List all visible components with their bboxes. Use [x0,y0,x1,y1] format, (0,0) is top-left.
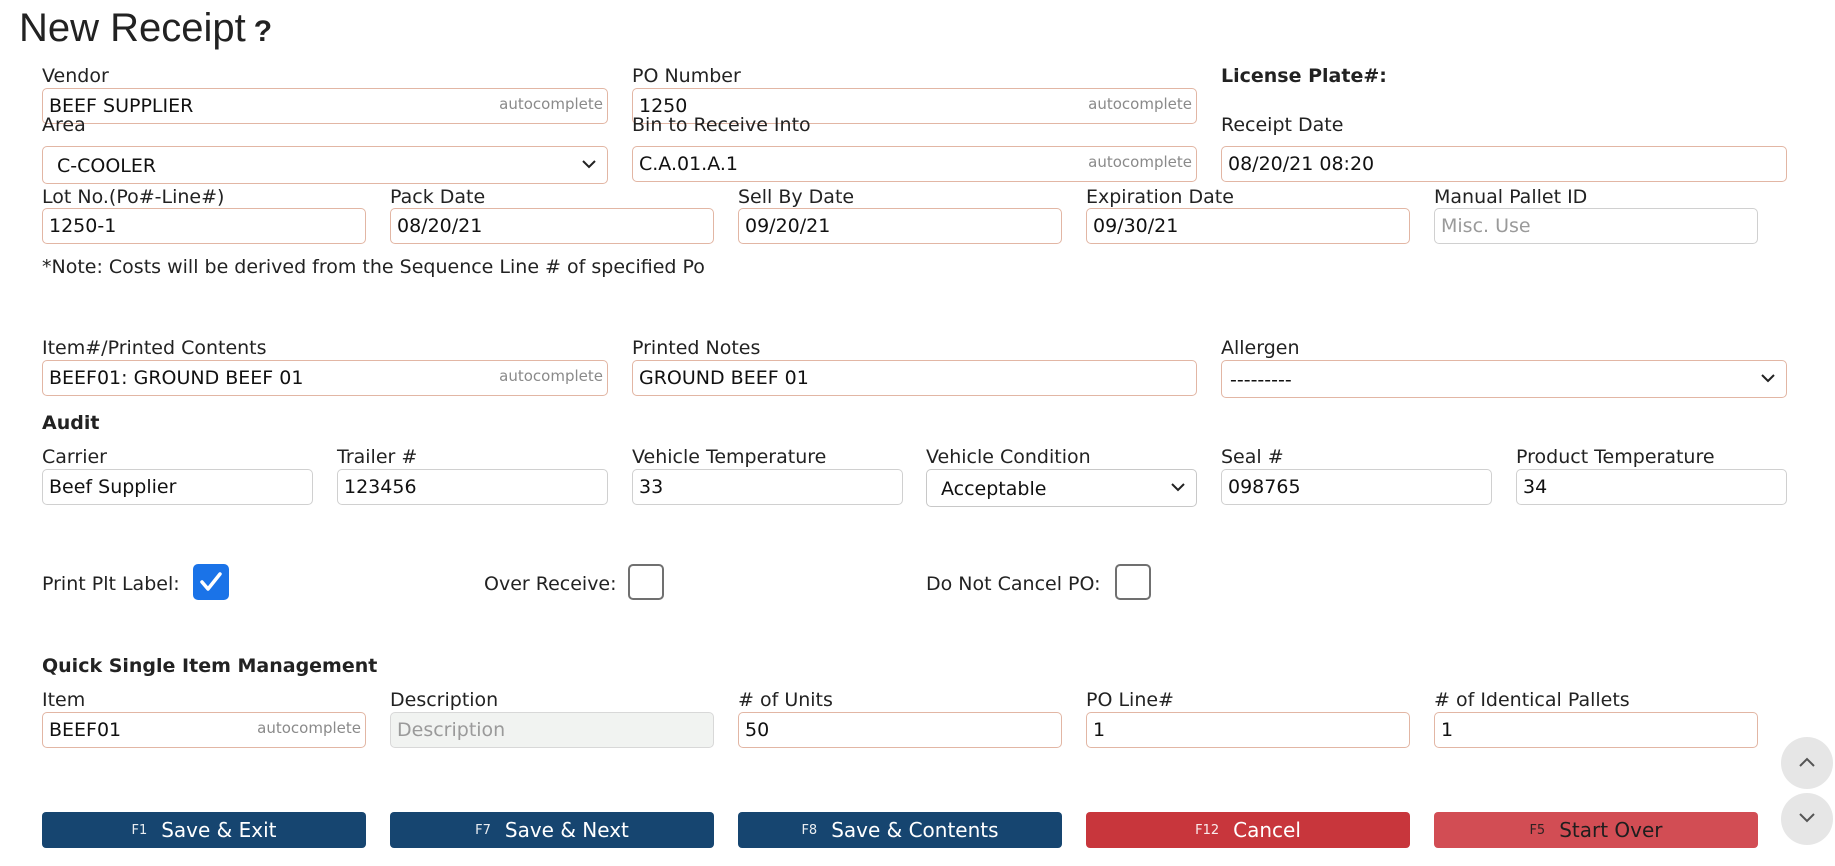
sell-by-input[interactable] [738,208,1062,244]
button-label: Start Over [1559,818,1663,842]
item-contents-label: Item#/Printed Contents [42,337,267,359]
vendor-value: BEEF SUPPLIER [49,95,194,117]
autocomplete-hint: autocomplete [257,719,361,737]
quick-description-label: Description [390,689,499,711]
autocomplete-hint: autocomplete [499,367,603,385]
quick-units-value: 50 [745,719,770,741]
receipt-date-value: 08/20/21 08:20 [1228,153,1375,175]
sell-by-label: Sell By Date [738,186,855,208]
help-icon[interactable]: ? [253,15,273,48]
printed-notes-label: Printed Notes [632,337,761,359]
sell-by-value: 09/20/21 [745,215,831,237]
chevron-down-icon [1760,372,1776,384]
seal-input[interactable] [1221,469,1492,505]
chevron-down-icon [1797,811,1817,825]
pack-date-value: 08/20/21 [397,215,483,237]
receipt-date-input[interactable] [1221,146,1787,182]
do-not-cancel-label: Do Not Cancel PO: [926,573,1101,595]
bin-value: C.A.01.A.1 [639,153,739,175]
quick-item-value: BEEF01 [49,719,122,741]
seal-label: Seal # [1221,446,1284,468]
start-over-button[interactable] [1434,812,1758,848]
item-contents-input[interactable] [42,360,608,396]
checkmark-icon [198,569,224,595]
button-label: Cancel [1233,818,1301,842]
vehicle-temp-input[interactable] [632,469,903,505]
license-plate-label: License Plate#: [1221,65,1387,87]
vehicle-condition-select[interactable] [926,469,1197,507]
expiration-input[interactable] [1086,208,1410,244]
area-value: C-COOLER [57,155,157,177]
save-next-button[interactable] [390,812,714,848]
vendor-label: Vendor [42,65,109,87]
scroll-up-button[interactable] [1781,737,1833,789]
print-plt-checkbox[interactable] [193,564,229,600]
key-hint: F1 [131,822,148,838]
page-title-text: New Receipt [19,6,246,50]
vehicle-condition-value: Acceptable [941,478,1047,500]
audit-heading: Audit [42,412,100,434]
po-number-value: 1250 [639,95,688,117]
po-number-label: PO Number [632,65,741,87]
page-title [19,6,272,51]
print-plt-label: Print Plt Label: [42,573,180,595]
do-not-cancel-checkbox[interactable] [1115,564,1151,600]
area-select[interactable] [42,146,608,184]
area-label: Area [42,114,86,136]
over-receive-label: Over Receive: [484,573,617,595]
manual-pallet-input[interactable] [1434,208,1758,244]
bin-label: Bin to Receive Into [632,114,811,136]
printed-notes-value: GROUND BEEF 01 [639,367,809,389]
product-temp-value: 34 [1523,476,1548,498]
quick-po-line-value: 1 [1093,719,1106,741]
lot-label: Lot No.(Po#-Line#) [42,186,225,208]
seal-value: 098765 [1228,476,1301,498]
key-hint: F7 [475,822,491,838]
bin-input[interactable] [632,146,1197,182]
expiration-value: 09/30/21 [1093,215,1179,237]
trailer-label: Trailer # [337,446,418,468]
allergen-label: Allergen [1221,337,1300,359]
save-contents-button[interactable] [738,812,1062,848]
autocomplete-hint: autocomplete [1088,153,1192,171]
vehicle-condition-label: Vehicle Condition [926,446,1091,468]
cost-note: *Note: Costs will be derived from the Sequence Line # of specified Po [42,256,705,278]
quick-identical-value: 1 [1441,719,1454,741]
vehicle-temp-label: Vehicle Temperature [632,446,827,468]
key-hint: F5 [1529,822,1546,838]
manual-pallet-placeholder: Misc. Use [1441,215,1531,237]
quick-po-line-label: PO Line# [1086,689,1174,711]
save-exit-button[interactable] [42,812,366,848]
quick-identical-input[interactable] [1434,712,1758,748]
trailer-value: 123456 [344,476,417,498]
lot-input[interactable] [42,208,366,244]
pack-date-label: Pack Date [390,186,486,208]
manual-pallet-label: Manual Pallet ID [1434,186,1588,208]
autocomplete-hint: autocomplete [1088,95,1192,113]
autocomplete-hint: autocomplete [499,95,603,113]
quick-item-input[interactable] [42,712,366,748]
key-hint: F12 [1195,822,1220,838]
carrier-input[interactable] [42,469,313,505]
quick-description-input[interactable] [390,712,714,748]
quick-heading: Quick Single Item Management [42,655,378,677]
allergen-value: --------- [1230,369,1292,391]
chevron-down-icon [1170,481,1186,493]
vehicle-temp-value: 33 [639,476,664,498]
key-hint: F8 [801,822,818,838]
quick-po-line-input[interactable] [1086,712,1410,748]
quick-description-placeholder: Description [397,719,506,741]
button-label: Save & Contents [831,818,999,842]
carrier-value: Beef Supplier [49,476,177,498]
vendor-input[interactable] [42,88,608,124]
quick-identical-label: # of Identical Pallets [1434,689,1630,711]
chevron-up-icon [1797,755,1817,769]
item-contents-value: BEEF01: GROUND BEEF 01 [49,367,304,389]
product-temp-label: Product Temperature [1516,446,1715,468]
scroll-down-button[interactable] [1781,793,1833,845]
trailer-input[interactable] [337,469,608,505]
receipt-date-label: Receipt Date [1221,114,1344,136]
quick-units-label: # of Units [738,689,833,711]
expiration-label: Expiration Date [1086,186,1234,208]
cancel-button[interactable] [1086,812,1410,848]
quick-units-input[interactable] [738,712,1062,748]
product-temp-input[interactable] [1516,469,1787,505]
lot-value: 1250-1 [49,215,117,237]
allergen-select[interactable] [1221,360,1787,398]
pack-date-input[interactable] [390,208,714,244]
over-receive-checkbox[interactable] [628,564,664,600]
chevron-down-icon [581,158,597,170]
carrier-label: Carrier [42,446,107,468]
button-label: Save & Exit [161,818,277,842]
quick-item-label: Item [42,689,86,711]
button-label: Save & Next [504,818,629,842]
printed-notes-input[interactable] [632,360,1197,396]
